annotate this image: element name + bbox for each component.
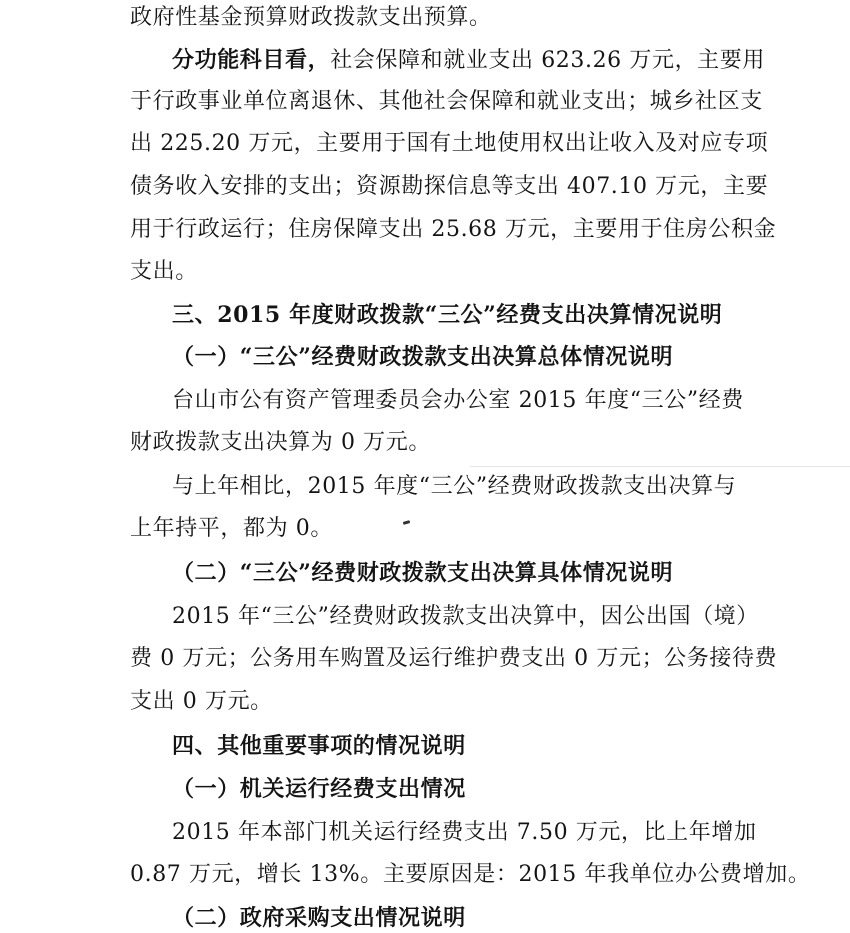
faint-rule xyxy=(470,466,850,467)
paragraph-line: 政府性基金预算财政拨款支出预算。 xyxy=(130,5,492,30)
paragraph-line: 2015 年“三公”经费财政拨款支出决算中，因公出国（境） xyxy=(172,604,759,629)
paragraph-line: 0.87 万元，增长 13%。主要原因是：2015 年我单位办公费增加。 xyxy=(130,862,811,887)
paragraph-line xyxy=(172,46,850,75)
paragraph-line: 于行政事业单位离退休、其他社会保障和就业支出；城乡社区支 xyxy=(130,89,763,114)
section-heading: 四、其他重要事项的情况说明 xyxy=(172,733,466,759)
paragraph-line: 支出。 xyxy=(130,259,198,284)
subsection-heading: （一）机关运行经费支出情况 xyxy=(172,776,466,802)
bold-lead: 分功能科目看， xyxy=(172,47,331,73)
paragraph-line: 支出 0 万元。 xyxy=(130,689,273,714)
section-heading: 三、2015 年度财政拨款“三公”经费支出决算情况说明 xyxy=(172,302,723,328)
subsection-heading: （一）“三公”经费财政拨款支出决算总体情况说明 xyxy=(172,344,674,370)
paragraph-line: 2015 年本部门机关运行经费支出 7.50 万元，比上年增加 xyxy=(172,820,757,845)
paragraph-line: 用于行政运行；住房保障支出 25.68 万元，主要用于住房公积金 xyxy=(130,217,777,242)
subsection-heading: （二）政府采购支出情况说明 xyxy=(172,905,466,931)
paragraph-line: 上年持平，都为 0。 xyxy=(130,516,333,541)
paragraph-line: 台山市公有资产管理委员会办公室 2015 年度“三公”经费 xyxy=(172,388,744,413)
paragraph-line: 债务收入安排的支出；资源勘探信息等支出 407.10 万元，主要 xyxy=(130,174,769,199)
paragraph-line: 与上年相比，2015 年度“三公”经费财政拨款支出决算与 xyxy=(172,474,737,499)
paragraph-line: 财政拨款支出决算为 0 万元。 xyxy=(130,430,431,455)
paragraph-line: 费 0 万元；公务用车购置及运行维护费支出 0 万元；公务接待费 xyxy=(130,646,778,671)
inline-text: 社会保障和就业支出 623.26 万元，主要用 xyxy=(330,48,765,73)
paragraph-line: 出 225.20 万元，主要用于国有土地使用权出让收入及对应专项 xyxy=(130,131,769,156)
subsection-heading: （二）“三公”经费财政拨款支出决算具体情况说明 xyxy=(172,560,674,586)
